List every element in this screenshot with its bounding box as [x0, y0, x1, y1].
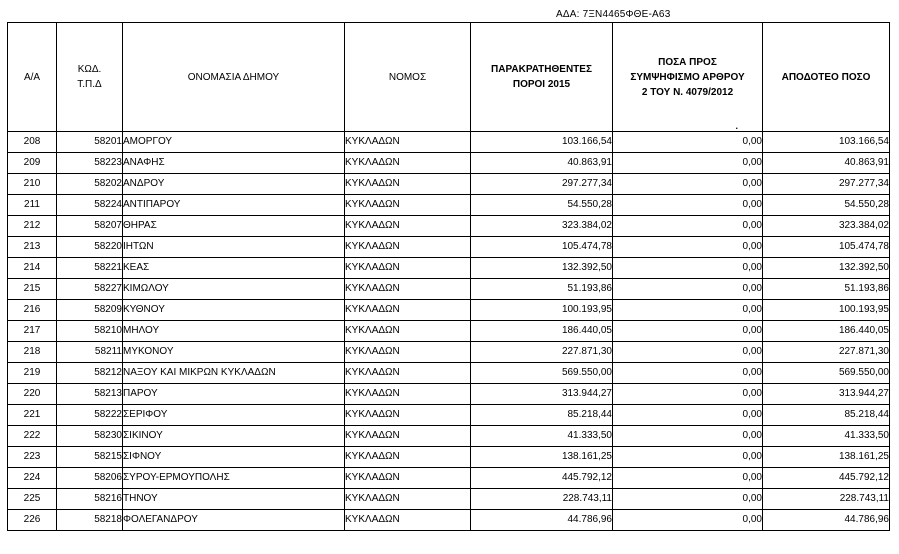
cell-apodoteo: 323.384,02	[763, 216, 890, 237]
cell-kod: 58213	[57, 384, 123, 405]
cell-nomos: ΚΥΚΛΑΔΩΝ	[345, 174, 471, 195]
cell-parakratithentes: 54.550,28	[471, 195, 613, 216]
table-row	[8, 153, 890, 174]
cell-aa: 208	[8, 132, 57, 153]
table-row	[8, 279, 890, 300]
cell-apodoteo: 103.166,54	[763, 132, 890, 153]
table-row	[8, 468, 890, 489]
cell-kod: 58207	[57, 216, 123, 237]
cell-nomos: ΚΥΚΛΑΔΩΝ	[345, 468, 471, 489]
cell-kod: 58218	[57, 510, 123, 531]
cell-kod: 58221	[57, 258, 123, 279]
cell-apodoteo: 569.550,00	[763, 363, 890, 384]
cell-aa: 220	[8, 384, 57, 405]
cell-nomos: ΚΥΚΛΑΔΩΝ	[345, 279, 471, 300]
header-apodoteo: ΑΠΟΔΟΤΕΟ ΠΟΣΟ	[763, 23, 890, 132]
cell-aa: 221	[8, 405, 57, 426]
cell-nomos: ΚΥΚΛΑΔΩΝ	[345, 132, 471, 153]
cell-parakratithentes: 51.193,86	[471, 279, 613, 300]
cell-symps: 0,00	[613, 279, 763, 300]
cell-apodoteo: 228.743,11	[763, 489, 890, 510]
cell-kod: 58211	[57, 342, 123, 363]
cell-dimos: ΘΗΡΑΣ	[123, 216, 345, 237]
cell-nomos: ΚΥΚΛΑΔΩΝ	[345, 363, 471, 384]
cell-kod: 58202	[57, 174, 123, 195]
table-row	[8, 216, 890, 237]
table-row	[8, 510, 890, 531]
cell-dimos: ΚΕΑΣ	[123, 258, 345, 279]
cell-symps: 0,00	[613, 405, 763, 426]
cell-kod: 58206	[57, 468, 123, 489]
cell-kod: 58223	[57, 153, 123, 174]
cell-aa: 222	[8, 426, 57, 447]
cell-apodoteo: 51.193,86	[763, 279, 890, 300]
cell-nomos: ΚΥΚΛΑΔΩΝ	[345, 195, 471, 216]
header-row	[8, 23, 890, 132]
cell-apodoteo: 85.218,44	[763, 405, 890, 426]
cell-aa: 212	[8, 216, 57, 237]
cell-dimos: ΠΑΡΟΥ	[123, 384, 345, 405]
cell-apodoteo: 54.550,28	[763, 195, 890, 216]
cell-symps: 0,00	[613, 489, 763, 510]
cell-aa: 209	[8, 153, 57, 174]
cell-aa: 226	[8, 510, 57, 531]
cell-parakratithentes: 228.743,11	[471, 489, 613, 510]
cell-aa: 217	[8, 321, 57, 342]
cell-nomos: ΚΥΚΛΑΔΩΝ	[345, 510, 471, 531]
cell-symps: 0,00	[613, 447, 763, 468]
cell-apodoteo: 100.193,95	[763, 300, 890, 321]
cell-parakratithentes: 105.474,78	[471, 237, 613, 258]
cell-kod: 58224	[57, 195, 123, 216]
cell-nomos: ΚΥΚΛΑΔΩΝ	[345, 489, 471, 510]
header-symps: ΠΟΣΑ ΠΡΟΣ ΣΥΜΨΗΦΙΣΜΟ ΑΡΘΡΟΥ 2 ΤΟΥ Ν. 4079/2012 .	[613, 23, 763, 132]
cell-dimos: ΜΥΚΟΝΟΥ	[123, 342, 345, 363]
cell-dimos: ΣΙΚΙΝΟΥ	[123, 426, 345, 447]
cell-apodoteo: 297.277,34	[763, 174, 890, 195]
cell-kod: 58215	[57, 447, 123, 468]
cell-symps: 0,00	[613, 342, 763, 363]
cell-dimos: ΣΥΡΟΥ-ΕΡΜΟΥΠΟΛΗΣ	[123, 468, 345, 489]
ada-code: ΑΔΑ: 7ΞΝ4465ΦΘΕ-Α63	[556, 9, 671, 20]
cell-symps: 0,00	[613, 384, 763, 405]
cell-symps: 0,00	[613, 363, 763, 384]
cell-aa: 210	[8, 174, 57, 195]
cell-nomos: ΚΥΚΛΑΔΩΝ	[345, 342, 471, 363]
cell-aa: 214	[8, 258, 57, 279]
cell-parakratithentes: 132.392,50	[471, 258, 613, 279]
table-row	[8, 321, 890, 342]
table-row	[8, 363, 890, 384]
cell-apodoteo: 313.944,27	[763, 384, 890, 405]
cell-parakratithentes: 41.333,50	[471, 426, 613, 447]
cell-kod: 58227	[57, 279, 123, 300]
cell-symps: 0,00	[613, 258, 763, 279]
cell-parakratithentes: 186.440,05	[471, 321, 613, 342]
cell-kod: 58209	[57, 300, 123, 321]
cell-apodoteo: 138.161,25	[763, 447, 890, 468]
cell-kod: 58222	[57, 405, 123, 426]
cell-kod: 58220	[57, 237, 123, 258]
header-nomos: ΝΟΜΟΣ	[345, 23, 471, 132]
cell-parakratithentes: 227.871,30	[471, 342, 613, 363]
cell-symps: 0,00	[613, 216, 763, 237]
cell-parakratithentes: 138.161,25	[471, 447, 613, 468]
cell-nomos: ΚΥΚΛΑΔΩΝ	[345, 258, 471, 279]
cell-dimos: ΑΜΟΡΓΟΥ	[123, 132, 345, 153]
cell-aa: 218	[8, 342, 57, 363]
cell-symps: 0,00	[613, 510, 763, 531]
cell-dimos: ΣΕΡΙΦΟΥ	[123, 405, 345, 426]
header-aa: Α/Α	[8, 23, 57, 132]
cell-dimos: ΜΗΛΟΥ	[123, 321, 345, 342]
cell-apodoteo: 44.786,96	[763, 510, 890, 531]
cell-dimos: ΝΑΞΟΥ ΚΑΙ ΜΙΚΡΩΝ ΚΥΚΛΑΔΩΝ	[123, 363, 345, 384]
cell-dimos: ΑΝΑΦΗΣ	[123, 153, 345, 174]
cell-dimos: ΑΝΤΙΠΑΡΟΥ	[123, 195, 345, 216]
cell-nomos: ΚΥΚΛΑΔΩΝ	[345, 300, 471, 321]
cell-parakratithentes: 313.944,27	[471, 384, 613, 405]
cell-symps: 0,00	[613, 195, 763, 216]
cell-parakratithentes: 100.193,95	[471, 300, 613, 321]
header-onomasia: ΟΝΟΜΑΣΙΑ ΔΗΜΟΥ	[123, 23, 345, 132]
cell-kod: 58212	[57, 363, 123, 384]
table-row	[8, 426, 890, 447]
cell-parakratithentes: 85.218,44	[471, 405, 613, 426]
cell-nomos: ΚΥΚΛΑΔΩΝ	[345, 321, 471, 342]
cell-dimos: ΚΙΜΩΛΟΥ	[123, 279, 345, 300]
cell-symps: 0,00	[613, 237, 763, 258]
cell-apodoteo: 132.392,50	[763, 258, 890, 279]
cell-symps: 0,00	[613, 174, 763, 195]
cell-symps: 0,00	[613, 468, 763, 489]
cell-symps: 0,00	[613, 132, 763, 153]
cell-aa: 223	[8, 447, 57, 468]
cell-apodoteo: 227.871,30	[763, 342, 890, 363]
cell-dimos: ΙΗΤΩΝ	[123, 237, 345, 258]
cell-aa: 225	[8, 489, 57, 510]
cell-aa: 216	[8, 300, 57, 321]
cell-apodoteo: 105.474,78	[763, 237, 890, 258]
table-row	[8, 237, 890, 258]
table-row	[8, 342, 890, 363]
allocation-table	[7, 22, 890, 531]
cell-symps: 0,00	[613, 321, 763, 342]
cell-parakratithentes: 103.166,54	[471, 132, 613, 153]
cell-symps: 0,00	[613, 300, 763, 321]
cell-symps: 0,00	[613, 153, 763, 174]
cell-apodoteo: 40.863,91	[763, 153, 890, 174]
table-row	[8, 489, 890, 510]
cell-kod: 58216	[57, 489, 123, 510]
cell-aa: 224	[8, 468, 57, 489]
table-row	[8, 384, 890, 405]
cell-parakratithentes: 445.792,12	[471, 468, 613, 489]
cell-dimos: ΣΙΦΝΟΥ	[123, 447, 345, 468]
table-row	[8, 447, 890, 468]
cell-parakratithentes: 40.863,91	[471, 153, 613, 174]
cell-parakratithentes: 569.550,00	[471, 363, 613, 384]
cell-apodoteo: 445.792,12	[763, 468, 890, 489]
cell-parakratithentes: 44.786,96	[471, 510, 613, 531]
cell-aa: 215	[8, 279, 57, 300]
cell-kod: 58210	[57, 321, 123, 342]
cell-nomos: ΚΥΚΛΑΔΩΝ	[345, 153, 471, 174]
cell-nomos: ΚΥΚΛΑΔΩΝ	[345, 237, 471, 258]
cell-nomos: ΚΥΚΛΑΔΩΝ	[345, 405, 471, 426]
header-kod: ΚΩΔ. Τ.Π.Δ	[57, 23, 123, 132]
table-row	[8, 258, 890, 279]
cell-dimos: ΦΟΛΕΓΑΝΔΡΟΥ	[123, 510, 345, 531]
cell-dimos: ΑΝΔΡΟΥ	[123, 174, 345, 195]
table-row	[8, 195, 890, 216]
cell-apodoteo: 186.440,05	[763, 321, 890, 342]
table-row	[8, 174, 890, 195]
table-row	[8, 300, 890, 321]
cell-nomos: ΚΥΚΛΑΔΩΝ	[345, 384, 471, 405]
cell-aa: 213	[8, 237, 57, 258]
cell-dimos: ΤΗΝΟΥ	[123, 489, 345, 510]
table-row	[8, 132, 890, 153]
cell-apodoteo: 41.333,50	[763, 426, 890, 447]
cell-aa: 211	[8, 195, 57, 216]
cell-nomos: ΚΥΚΛΑΔΩΝ	[345, 426, 471, 447]
cell-dimos: ΚΥΘΝΟΥ	[123, 300, 345, 321]
cell-kod: 58230	[57, 426, 123, 447]
cell-kod: 58201	[57, 132, 123, 153]
cell-aa: 219	[8, 363, 57, 384]
cell-nomos: ΚΥΚΛΑΔΩΝ	[345, 447, 471, 468]
header-parakratithentes: ΠΑΡΑΚΡΑΤΗΘΕΝΤΕΣ ΠΟΡΟΙ 2015	[471, 23, 613, 132]
table-row	[8, 405, 890, 426]
cell-nomos: ΚΥΚΛΑΔΩΝ	[345, 216, 471, 237]
cell-symps: 0,00	[613, 426, 763, 447]
cell-parakratithentes: 323.384,02	[471, 216, 613, 237]
cell-parakratithentes: 297.277,34	[471, 174, 613, 195]
